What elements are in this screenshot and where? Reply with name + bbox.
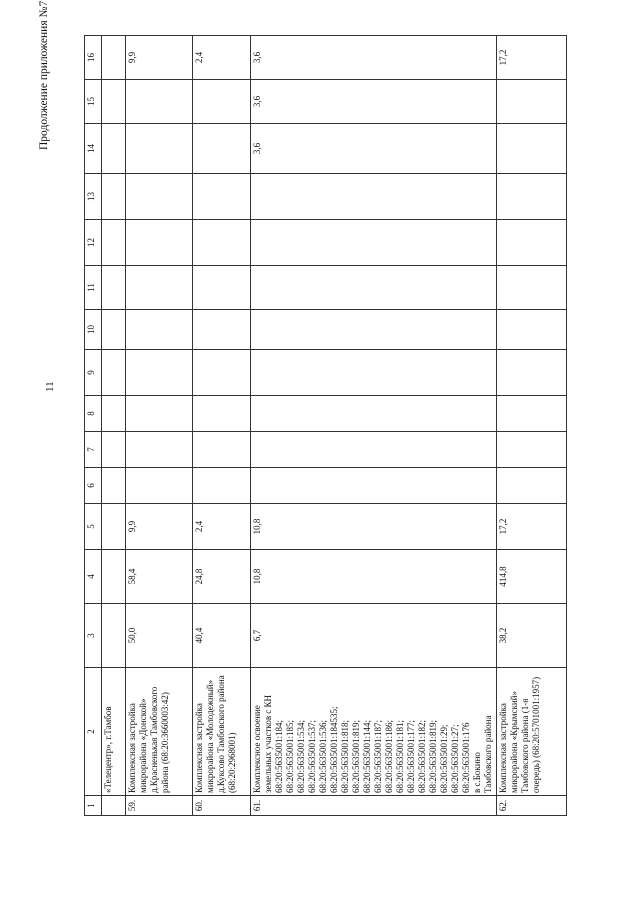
object-name: «Телецентр», г.Тамбов [102,668,126,796]
cadastral-code: 68:20:5635001:182; [417,719,427,793]
cell-empty [251,220,497,266]
cadastral-code: 68:20:5635001:27; [450,724,460,793]
cell-empty [126,350,193,396]
cell-c4: 24,8 [193,550,251,604]
cell-empty [102,432,126,468]
column-header: 4 [85,550,102,604]
cadastral-code: 68:20:5635001:536; [318,719,328,793]
cell-c16: 2,4 [193,36,251,80]
column-header: 10 [85,310,102,350]
cell-empty [251,310,497,350]
cadastral-code: 68:20:5635001:144; [362,719,372,793]
row-number: 59. [126,796,193,816]
cell-c14 [193,124,251,174]
cell-empty [102,310,126,350]
table-row [193,36,251,816]
column-header: 2 [85,668,102,796]
cell-empty [251,468,497,504]
cell-empty [102,174,126,220]
cadastral-code: 68:20:5635001:177; [406,719,416,793]
cell-empty [193,396,251,432]
row-number: 62. [497,796,567,816]
cell-empty [193,174,251,220]
cell-empty [497,432,567,468]
column-header: 3 [85,604,102,668]
column-header: 13 [85,174,102,220]
rotated-table-container [84,36,609,816]
cell-empty [193,350,251,396]
cell-c15: 3,6 [251,80,497,124]
cell-c15 [126,80,193,124]
cell-c16 [102,36,126,80]
cell-empty [251,350,497,396]
cell-c3 [102,604,126,668]
column-header: 14 [85,124,102,174]
cell-c16: 9,9 [126,36,193,80]
cadastral-code: 68:20:5635001:184535; [329,706,339,793]
object-name: Комплексная застройка микрорайона «Молодежный» д.Куксово Тамбовского района (68:20:2968001) [193,668,251,796]
cell-empty [251,174,497,220]
object-name: Комплексная застройка микрорайона «Донской» д.Красненькая Тамбовского района (68:20:3660003:42) [126,668,193,796]
cell-empty [126,310,193,350]
column-header: 1 [85,796,102,816]
cell-c5: 9,9 [126,504,193,550]
cadastral-code: 68:20:5635001:818; [340,719,350,793]
table-row [126,36,193,816]
cadastral-code: 68:20:5635001:819; [351,719,361,793]
cell-empty [102,468,126,504]
cell-empty [497,266,567,310]
cell-c4: 58,4 [126,550,193,604]
cell-c16: 17,2 [497,36,567,80]
cell-c14 [497,124,567,174]
cell-c4 [102,550,126,604]
cell-c5: 10,8 [251,504,497,550]
cadastral-code: 68:20:5635001:29; [439,724,449,793]
column-header: 9 [85,350,102,396]
column-header: 5 [85,504,102,550]
cadastral-code: 68:20:5635001:185; [285,719,295,793]
cell-c15 [193,80,251,124]
cell-c14: 3,6 [251,124,497,174]
cell-empty [126,174,193,220]
cell-c14 [126,124,193,174]
cell-c15 [102,80,126,124]
cell-empty [251,396,497,432]
cadastral-code: 68:20:5635001:537; [307,719,317,793]
location-line: Тамбовского района [483,715,493,793]
page-number [44,381,56,396]
cell-empty [497,396,567,432]
cadastral-code: 68:20:5635001:187; [373,719,383,793]
cadastral-code: 68:20:5635001:534; [296,719,306,793]
cell-c5 [102,504,126,550]
cell-c14 [102,124,126,174]
column-header: 8 [85,396,102,432]
row-number: 61. [251,796,497,816]
cadastral-code: 68:20:5635001:186; [384,719,394,793]
cell-empty [102,266,126,310]
cell-c15 [497,80,567,124]
cell-empty [497,174,567,220]
page-title-text: Продолжение приложения №7 [38,0,50,150]
cell-empty [193,220,251,266]
object-name-text: Комплексное освоение земельных участков с КН [252,694,273,793]
cell-empty [126,266,193,310]
row-number [102,796,126,816]
page-title [38,0,50,154]
cell-empty [193,468,251,504]
object-name: Комплексная застройка микрорайона «Крымский» Тамбовского района (1-я очередь) (68:20:5701001:1957) [497,668,567,796]
cadastral-code: 68:20:5635001:181; [395,719,405,793]
table-row [497,36,567,816]
object-name [251,668,497,796]
cell-empty [193,266,251,310]
cell-empty [126,432,193,468]
cadastral-code: 68:20:5635001:184; [274,719,284,793]
table-row [251,36,497,816]
cell-empty [126,396,193,432]
column-header: 12 [85,220,102,266]
cell-c5: 17,2 [497,504,567,550]
cell-empty [102,350,126,396]
cadastral-code: 68:20:5635001:819; [428,719,438,793]
cell-empty [193,432,251,468]
cell-empty [126,220,193,266]
cell-c5: 2,4 [193,504,251,550]
data-table [84,35,567,816]
cell-c4: 10,8 [251,550,497,604]
page-number-text: 11 [44,381,56,392]
cell-c3: 38,2 [497,604,567,668]
cell-empty [102,220,126,266]
column-header: 15 [85,80,102,124]
cell-c3: 40,4 [193,604,251,668]
cell-c3: 6,7 [251,604,497,668]
column-header: 16 [85,36,102,80]
cell-c16: 3,6 [251,36,497,80]
cell-empty [251,432,497,468]
cell-c3: 50,0 [126,604,193,668]
cell-empty [193,310,251,350]
column-header: 6 [85,468,102,504]
cadastral-code: 68:20:5635001:176 [461,722,471,793]
cell-c4: 414,8 [497,550,567,604]
location-line: в с.Бокино [472,752,482,793]
table-row [102,36,126,816]
cell-empty [251,266,497,310]
row-number: 60. [193,796,251,816]
column-header: 11 [85,266,102,310]
cell-empty [497,350,567,396]
column-header: 7 [85,432,102,468]
cell-empty [102,396,126,432]
cell-empty [497,310,567,350]
cell-empty [126,468,193,504]
header-row [85,36,102,816]
cell-empty [497,468,567,504]
cell-empty [497,220,567,266]
